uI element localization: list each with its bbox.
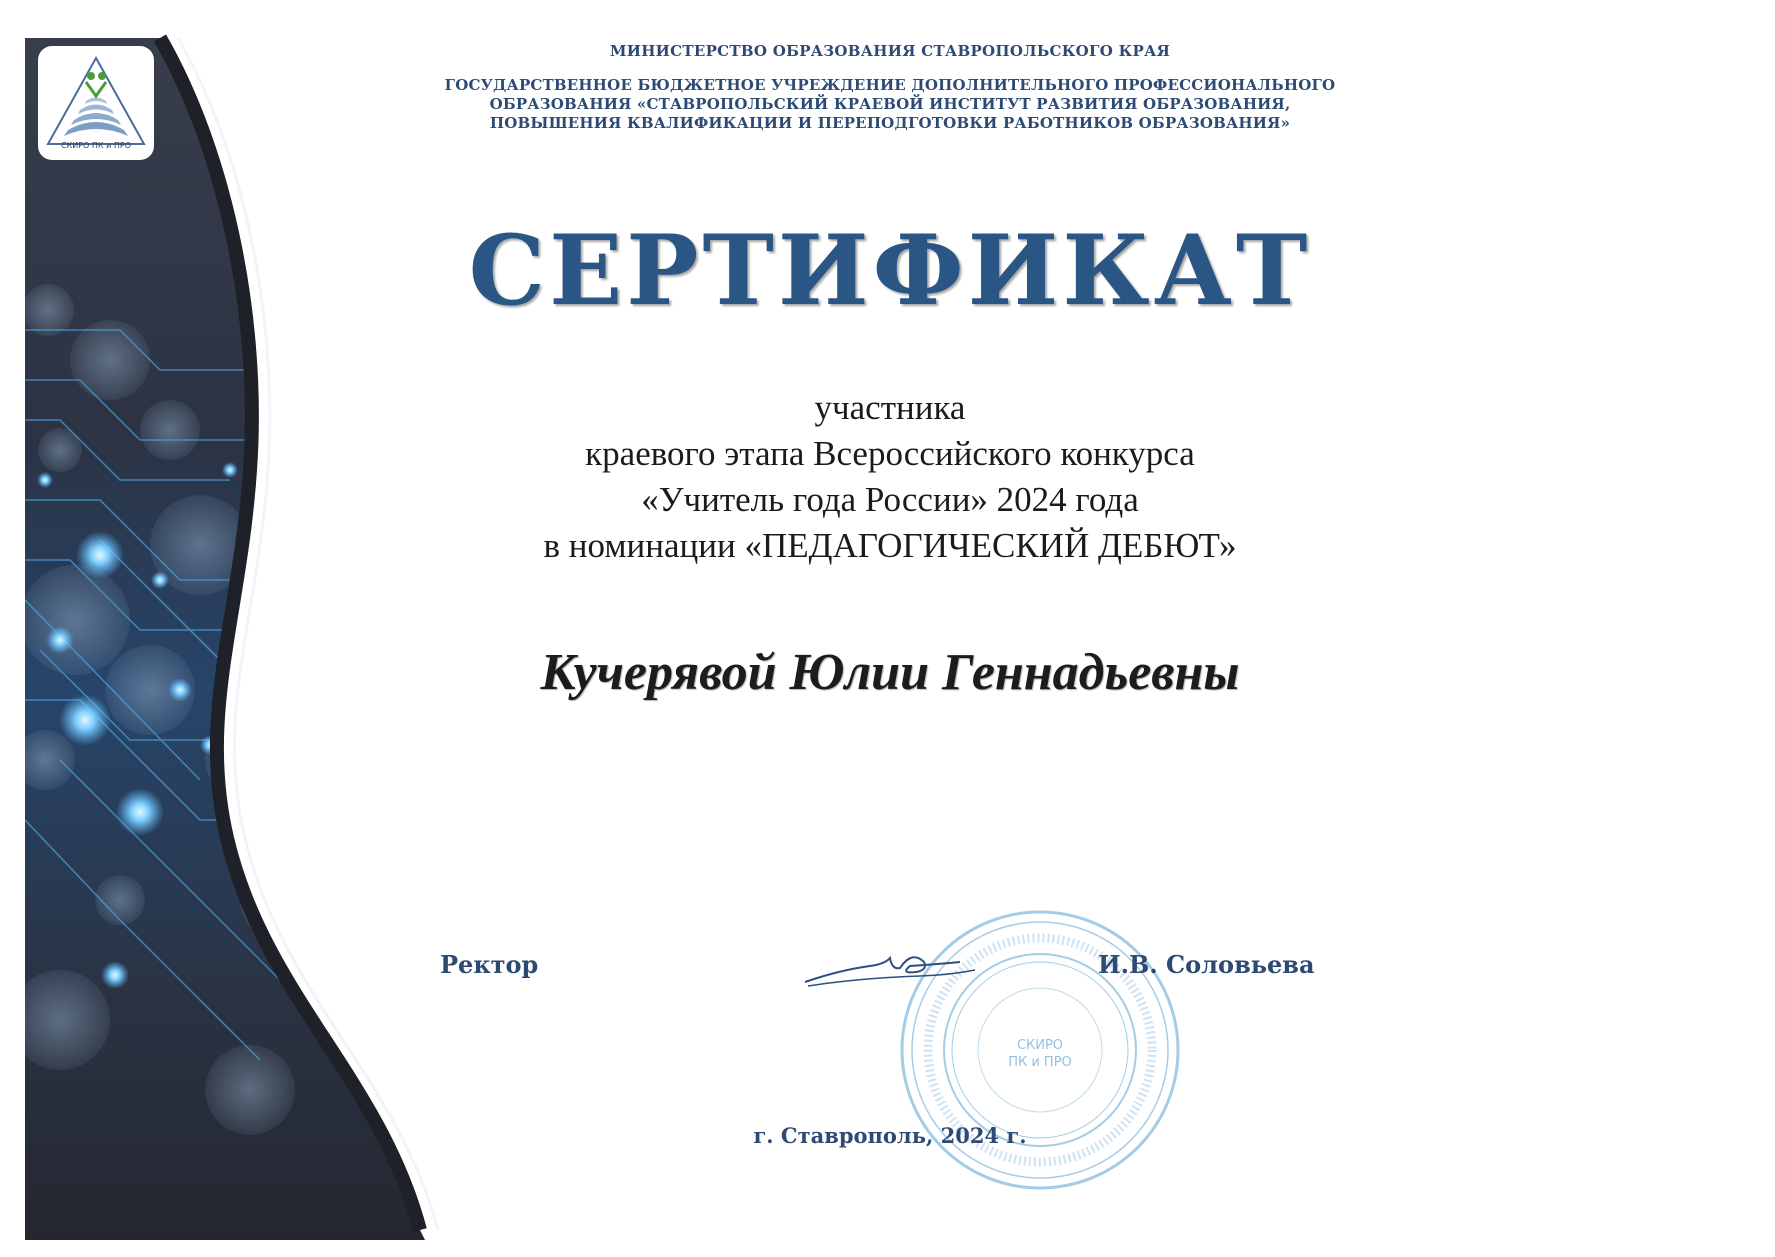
description-line: участника (814, 388, 966, 427)
description-line: в номинации «ПЕДАГОГИЧЕСКИЙ ДЕБЮТ» (543, 526, 1237, 565)
rector-title: Ректор (440, 950, 539, 979)
certificate-description (380, 385, 1400, 569)
institution-heading (380, 76, 1400, 133)
description-line: «Учитель года России» 2024 года (641, 480, 1139, 519)
institution-line: ПОВЫШЕНИЯ КВАЛИФИКАЦИИ И ПЕРЕПОДГОТОВКИ РАБОТНИКОВ ОБРАЗОВАНИЯ» (489, 114, 1291, 132)
logo-caption: СКИРО ПК и ПРО (60, 141, 132, 150)
decorative-side-band (0, 0, 470, 1257)
place-and-year: г. Ставрополь, 2024 г. (753, 1123, 1027, 1148)
stamp-line: ПК и ПРО (1008, 1055, 1072, 1070)
rector-name: И.В. Соловьева (1098, 950, 1315, 979)
recipient-name: Кучерявой Юлии Геннадьевны (540, 644, 1240, 701)
stamp-line: СКИРО (1016, 1038, 1064, 1053)
stamp-center-text (985, 1037, 1095, 1071)
description-line: краевого этапа Всероссийского конкурса (585, 434, 1195, 473)
institution-line: ОБРАЗОВАНИЯ «СТАВРОПОЛЬСКИЙ КРАЕВОЙ ИНСТИТУТ РАЗВИТИЯ ОБРАЗОВАНИЯ, (489, 95, 1291, 113)
certificate-title: СЕРТИФИКАТ (468, 214, 1312, 327)
ministry-heading: МИНИСТЕРСТВО ОБРАЗОВАНИЯ СТАВРОПОЛЬСКОГО КРАЯ (609, 42, 1171, 60)
handwritten-signature-icon (800, 940, 1000, 1000)
institution-line: ГОСУДАРСТВЕННОЕ БЮДЖЕТНОЕ УЧРЕЖДЕНИЕ ДОПОЛНИТЕЛЬНОГО ПРОФЕССИОНАЛЬНОГО (444, 76, 1336, 94)
